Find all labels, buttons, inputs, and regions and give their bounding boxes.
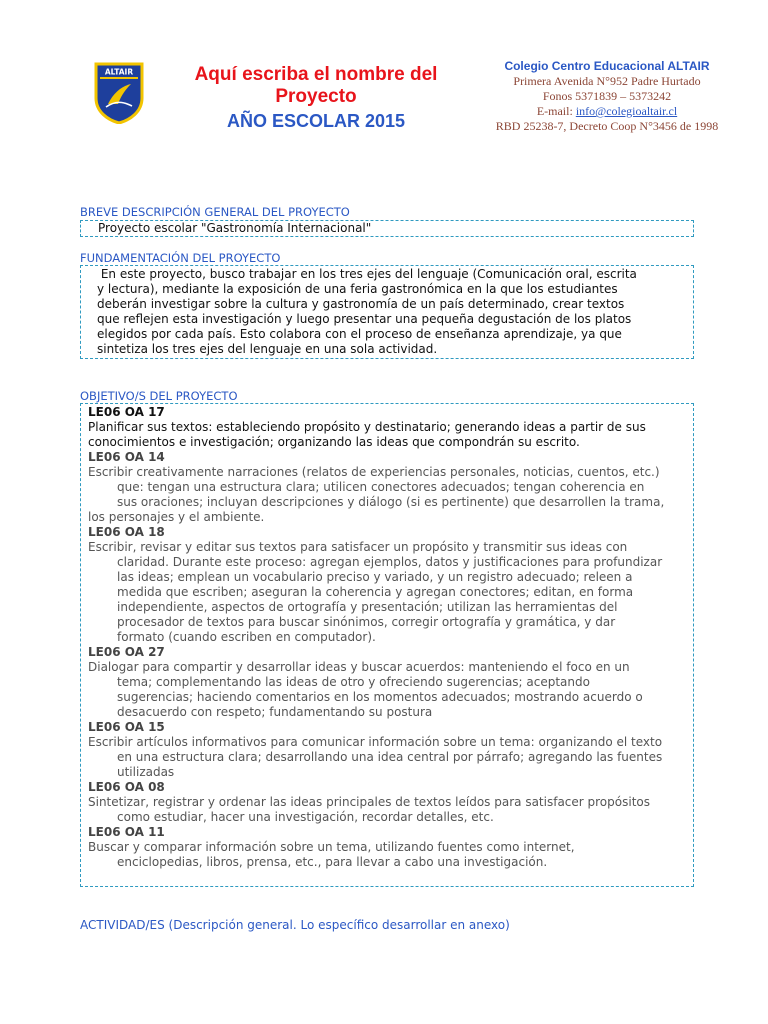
objective-line: medida que escriben; aseguran la coherencia y agregan conectores; editan, en forma: [117, 585, 634, 599]
school-logo-shield: [94, 62, 144, 124]
objective-line: que: tengan una estructura clara; utilicen conectores adecuados; tengan coherencia en: [117, 480, 645, 494]
objective-line: independiente, aspectos de ortografía y presentación; utilizan las herramientas del: [117, 600, 618, 614]
school-name: Colegio Centro Educacional ALTAIR: [504, 59, 710, 73]
foundation-line: deberán investigar sobre la cultura y gastronomía de un país determinado, crear textos: [97, 297, 625, 311]
objective-line: Escribir artículos informativos para comunicar información sobre un tema: organizando el texto: [88, 735, 663, 749]
objective-line: tema; complementando las ideas de otro y ofreciendo sugerencias; aceptando: [117, 675, 590, 689]
school-year: AÑO ESCOLAR 2015: [226, 111, 406, 131]
foundation-line: elegidos por cada país. Esto colabora con el proceso de enseñanza aprendizaje, ya que: [97, 327, 622, 341]
description-text: Proyecto escolar "Gastronomía Internacional": [98, 221, 372, 235]
objective-line: Escribir, revisar y editar sus textos para satisfacer un propósito y transmitir sus ideas con: [88, 540, 628, 554]
objective-line: formato (cuando escriben en computador).: [117, 630, 376, 644]
email-link[interactable]: info@colegioaltair.cl: [575, 104, 678, 118]
objective-line: Buscar y comparar información sobre un tema, utilizando fuentes como internet,: [88, 840, 575, 854]
objective-line: claridad. Durante este proceso: agregan ejemplos, datos y justificaciones para profundizar: [117, 555, 663, 569]
objective-line: Planificar sus textos: estableciendo propósito y destinatario; generando ideas a partir de sus: [88, 420, 646, 434]
objective-line: Dialogar para compartir y desarrollar ideas y buscar acuerdos: manteniendo el foco en un: [88, 660, 630, 674]
objective-line: procesador de textos para buscar sinónimos, corregir ortografía y gramática, y dar: [117, 615, 616, 629]
school-rbd: RBD 25238-7, Decreto Coop N°3456 de 1998: [495, 119, 719, 133]
school-info: [478, 58, 736, 134]
objective-line: como estudiar, hacer una investigación, recordar detalles, etc.: [117, 810, 494, 824]
objective-line: Escribir creativamente narraciones (relatos de experiencias personales, noticias, cuentos, etc.): [88, 465, 660, 479]
objective-line: los personajes y el ambiente.: [88, 510, 265, 524]
objective-code: LE06 OA 14: [88, 450, 165, 464]
objective-line: sus oraciones; incluyan descripciones y diálogo (si es pertinente) que desarrollen la trama,: [117, 495, 665, 509]
foundation-line: sintetiza los tres ejes del lenguaje en una sola actividad.: [97, 342, 438, 356]
objective-line: sugerencias; haciendo comentarios en los momentos adecuados; mostrando acuerdo o: [117, 690, 643, 704]
foundation-box[interactable]: [80, 265, 694, 359]
objective-code: LE06 OA 27: [88, 645, 165, 659]
school-email-line: [478, 104, 736, 119]
description-box[interactable]: [80, 220, 694, 237]
objective-code: LE06 OA 17: [88, 405, 165, 419]
foundation-line: y lectura), mediante la exposición de una feria gastronómica en la que los estudiantes: [97, 282, 618, 296]
foundation-line: En este proyecto, busco trabajar en los tres ejes del lenguaje (Comunicación oral, escrita: [97, 267, 637, 281]
foundation-label: FUNDAMENTACIÓN DEL PROYECTO: [80, 251, 281, 265]
logo-text: ALTAIR: [104, 67, 134, 77]
objective-line: las ideas; emplean un vocabulario preciso y variado, y un registro adecuado; releen a: [117, 570, 633, 584]
email-label: E-mail:: [536, 104, 576, 118]
objective-code: LE06 OA 11: [88, 825, 165, 839]
title-block: [160, 64, 472, 132]
objective-line: desacuerdo con respeto; fundamentando su postura: [117, 705, 433, 719]
objective-code: LE06 OA 18: [88, 525, 165, 539]
objective-line: enciclopedias, libros, prensa, etc., para llevar a cabo una investigación.: [117, 855, 548, 869]
objective-line: en una estructura clara; desarrollando una idea central por párrafo; agregando las fuentes: [117, 750, 663, 764]
foundation-line: que reflejen esta investigación y luego presentar una pequeña degustación de los platos: [97, 312, 632, 326]
description-label: BREVE DESCRIPCIÓN GENERAL DEL PROYECTO: [80, 205, 350, 219]
objectives-label: OBJETIVO/S DEL PROYECTO: [80, 389, 238, 403]
objective-line: utilizadas: [117, 765, 175, 779]
objective-code: LE06 OA 15: [88, 720, 165, 734]
objective-line: conocimientos e investigación; organizando las ideas que compondrán su escrito.: [88, 435, 580, 449]
objective-code: LE06 OA 08: [88, 780, 165, 794]
school-phones: Fonos 5371839 – 5373242: [542, 89, 672, 103]
objective-line: Sintetizar, registrar y ordenar las ideas principales de textos leídos para satisfacer propósitos: [88, 795, 650, 809]
project-title: Aquí escriba el nombre del Proyecto: [194, 64, 438, 107]
objectives-box[interactable]: [80, 403, 694, 887]
activities-label: ACTIVIDAD/ES (Descripción general. Lo específico desarrollar en anexo): [80, 918, 510, 932]
school-address: Primera Avenida N°952 Padre Hurtado: [513, 74, 701, 88]
